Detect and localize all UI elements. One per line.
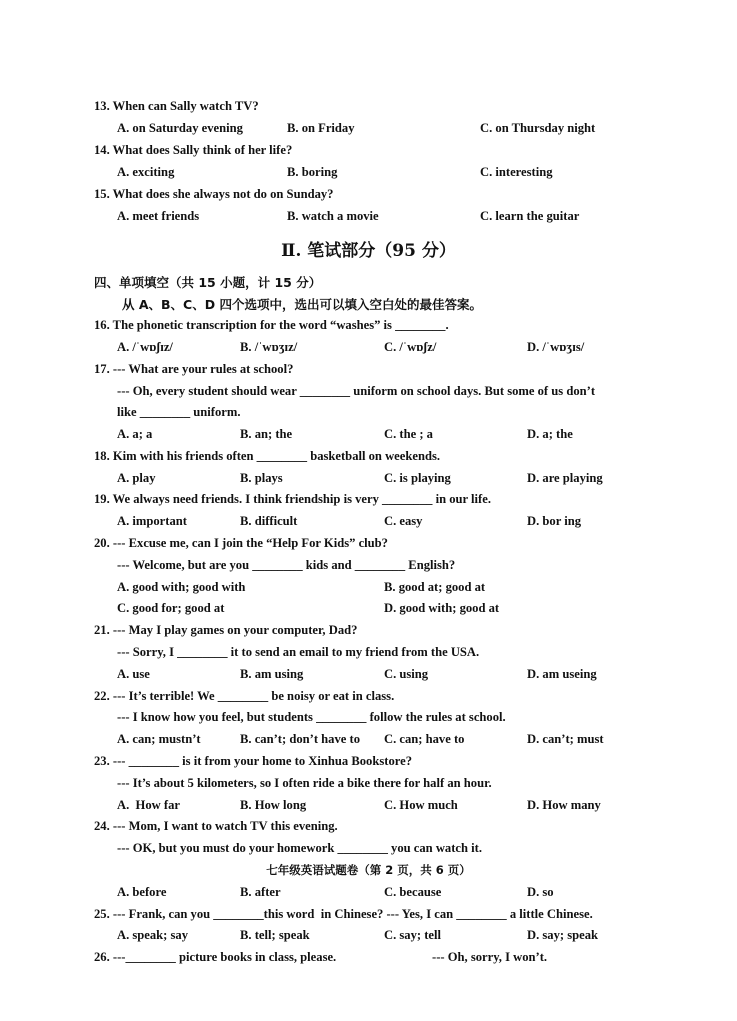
question-20-stem: 20. --- Excuse me, can I join the “Help For Kids” club? <box>94 536 388 550</box>
question-22-option-c: C. can; have to <box>384 732 465 746</box>
question-22-line-2: --- I know how you feel, but students ________ follow the rules at school. <box>117 710 506 724</box>
question-25-option-b: B. tell; speak <box>240 928 310 942</box>
question-21-option-a: A. use <box>117 667 150 681</box>
question-25-option-c: C. say; tell <box>384 928 442 942</box>
section-4-instruction: 从 A、B、C、D 四个选项中，选出可以填入空白处的最佳答案。 <box>122 297 482 312</box>
question-14-option-b: B. boring <box>287 165 338 179</box>
question-20-option-c: C. good for; good at <box>117 601 225 615</box>
question-25-stem: 25. --- Frank, can you ________this word in Chinese? --- Yes, I can ________ a little Chinese. <box>94 907 593 921</box>
question-18-option-b: B. plays <box>240 471 283 485</box>
question-22-stem: 22. --- It’s terrible! We ________ be noisy or eat in class. <box>94 689 395 703</box>
question-24-option-a: A. before <box>117 885 167 899</box>
question-17-option-d: D. a; the <box>527 427 573 441</box>
question-22-option-d: D. can’t; must <box>527 732 604 746</box>
question-15-stem: 15. What does she always not do on Sunday? <box>94 187 334 201</box>
question-16-option-a: A. /ˈwɒʃɪz/ <box>117 340 173 354</box>
question-14-option-a: A. exciting <box>117 165 175 179</box>
question-18-option-d: D. are playing <box>527 471 603 485</box>
question-25-option-d: D. say; speak <box>527 928 599 942</box>
question-19-option-d: D. bor ing <box>527 514 582 528</box>
question-20-line-2: --- Welcome, but are you ________ kids and ________ English? <box>117 558 456 572</box>
question-15-option-c: C. learn the guitar <box>480 209 580 223</box>
question-22-option-b: B. can’t; don’t have to <box>240 732 360 746</box>
question-17-option-a: A. a; a <box>117 427 153 441</box>
question-21-line-2: --- Sorry, I ________ it to send an email to my friend from the USA. <box>117 645 480 659</box>
question-24-line-2: --- OK, but you must do your homework ________ you can watch it. <box>117 841 483 855</box>
question-15-option-b: B. watch a movie <box>287 209 379 223</box>
question-16-option-c: C. /ˈwɒʃz/ <box>384 340 437 354</box>
question-21-option-b: B. am using <box>240 667 304 681</box>
question-19-option-c: C. easy <box>384 514 423 528</box>
question-13-option-c: C. on Thursday night <box>480 121 596 135</box>
question-26-stem: 26. ---________ picture books in class, please. <box>94 950 337 964</box>
question-22-option-a: A. can; mustn’t <box>117 732 201 746</box>
question-15-option-a: A. meet friends <box>117 209 200 223</box>
question-24-stem: 24. --- Mom, I want to watch TV this evening. <box>94 819 338 833</box>
question-18-option-a: A. play <box>117 471 156 485</box>
question-23-stem: 23. --- ________ is it from your home to Xinhua Bookstore? <box>94 754 412 768</box>
question-21-stem: 21. --- May I play games on your computer, Dad? <box>94 623 358 637</box>
question-20-option-b: B. good at; good at <box>384 580 486 594</box>
question-25-option-a: A. speak; say <box>117 928 189 942</box>
question-23-option-d: D. How many <box>527 798 601 812</box>
question-16-option-d: D. /ˈwɒʒɪs/ <box>527 340 585 354</box>
question-19-stem: 19. We always need friends. I think friendship is very ________ in our life. <box>94 492 491 506</box>
question-17-option-c: C. the ; a <box>384 427 433 441</box>
question-16-option-b: B. /ˈwɒʒɪz/ <box>240 340 298 354</box>
question-14-option-c: C. interesting <box>480 165 553 179</box>
part-2-title: Ⅱ. 笔试部分（95 分） <box>281 241 456 261</box>
question-19-option-a: A. important <box>117 514 187 528</box>
question-24-option-b: B. after <box>240 885 281 899</box>
question-24-option-d: D. so <box>527 885 554 899</box>
question-23-line-2: --- It’s about 5 kilometers, so I often ride a bike there for half an hour. <box>117 776 492 790</box>
question-18-option-c: C. is playing <box>384 471 451 485</box>
section-4-title: 四、单项填空（共 15 小题，计 15 分） <box>94 275 322 290</box>
question-17-option-b: B. an; the <box>240 427 293 441</box>
question-13-option-a: A. on Saturday evening <box>117 121 243 135</box>
question-23-option-c: C. How much <box>384 798 458 812</box>
question-17-line-2: --- Oh, every student should wear ________ uniform on school days. But some of us don’t <box>117 384 596 398</box>
question-17-line-3: like ________ uniform. <box>117 405 241 419</box>
page-footer: 七年级英语试题卷（第 2 页，共 6 页） <box>266 863 471 877</box>
question-23-option-b: B. How long <box>240 798 307 812</box>
question-18-stem: 18. Kim with his friends often ________ basketball on weekends. <box>94 449 441 463</box>
question-26-reply: --- Oh, sorry, I won’t. <box>432 950 548 964</box>
question-20-option-d: D. good with; good at <box>384 601 500 615</box>
question-16-stem: 16. The phonetic transcription for the word “washes” is ________. <box>94 318 449 332</box>
question-20-option-a: A. good with; good with <box>117 580 246 594</box>
question-21-option-d: D. am useing <box>527 667 597 681</box>
question-19-option-b: B. difficult <box>240 514 298 528</box>
question-14-stem: 14. What does Sally think of her life? <box>94 143 293 157</box>
question-24-option-c: C. because <box>384 885 442 899</box>
question-21-option-c: C. using <box>384 667 429 681</box>
question-17-stem: 17. --- What are your rules at school? <box>94 362 294 376</box>
question-23-option-a: A. How far <box>117 798 180 812</box>
question-13-stem: 13. When can Sally watch TV? <box>94 99 259 113</box>
question-13-option-b: B. on Friday <box>287 121 355 135</box>
